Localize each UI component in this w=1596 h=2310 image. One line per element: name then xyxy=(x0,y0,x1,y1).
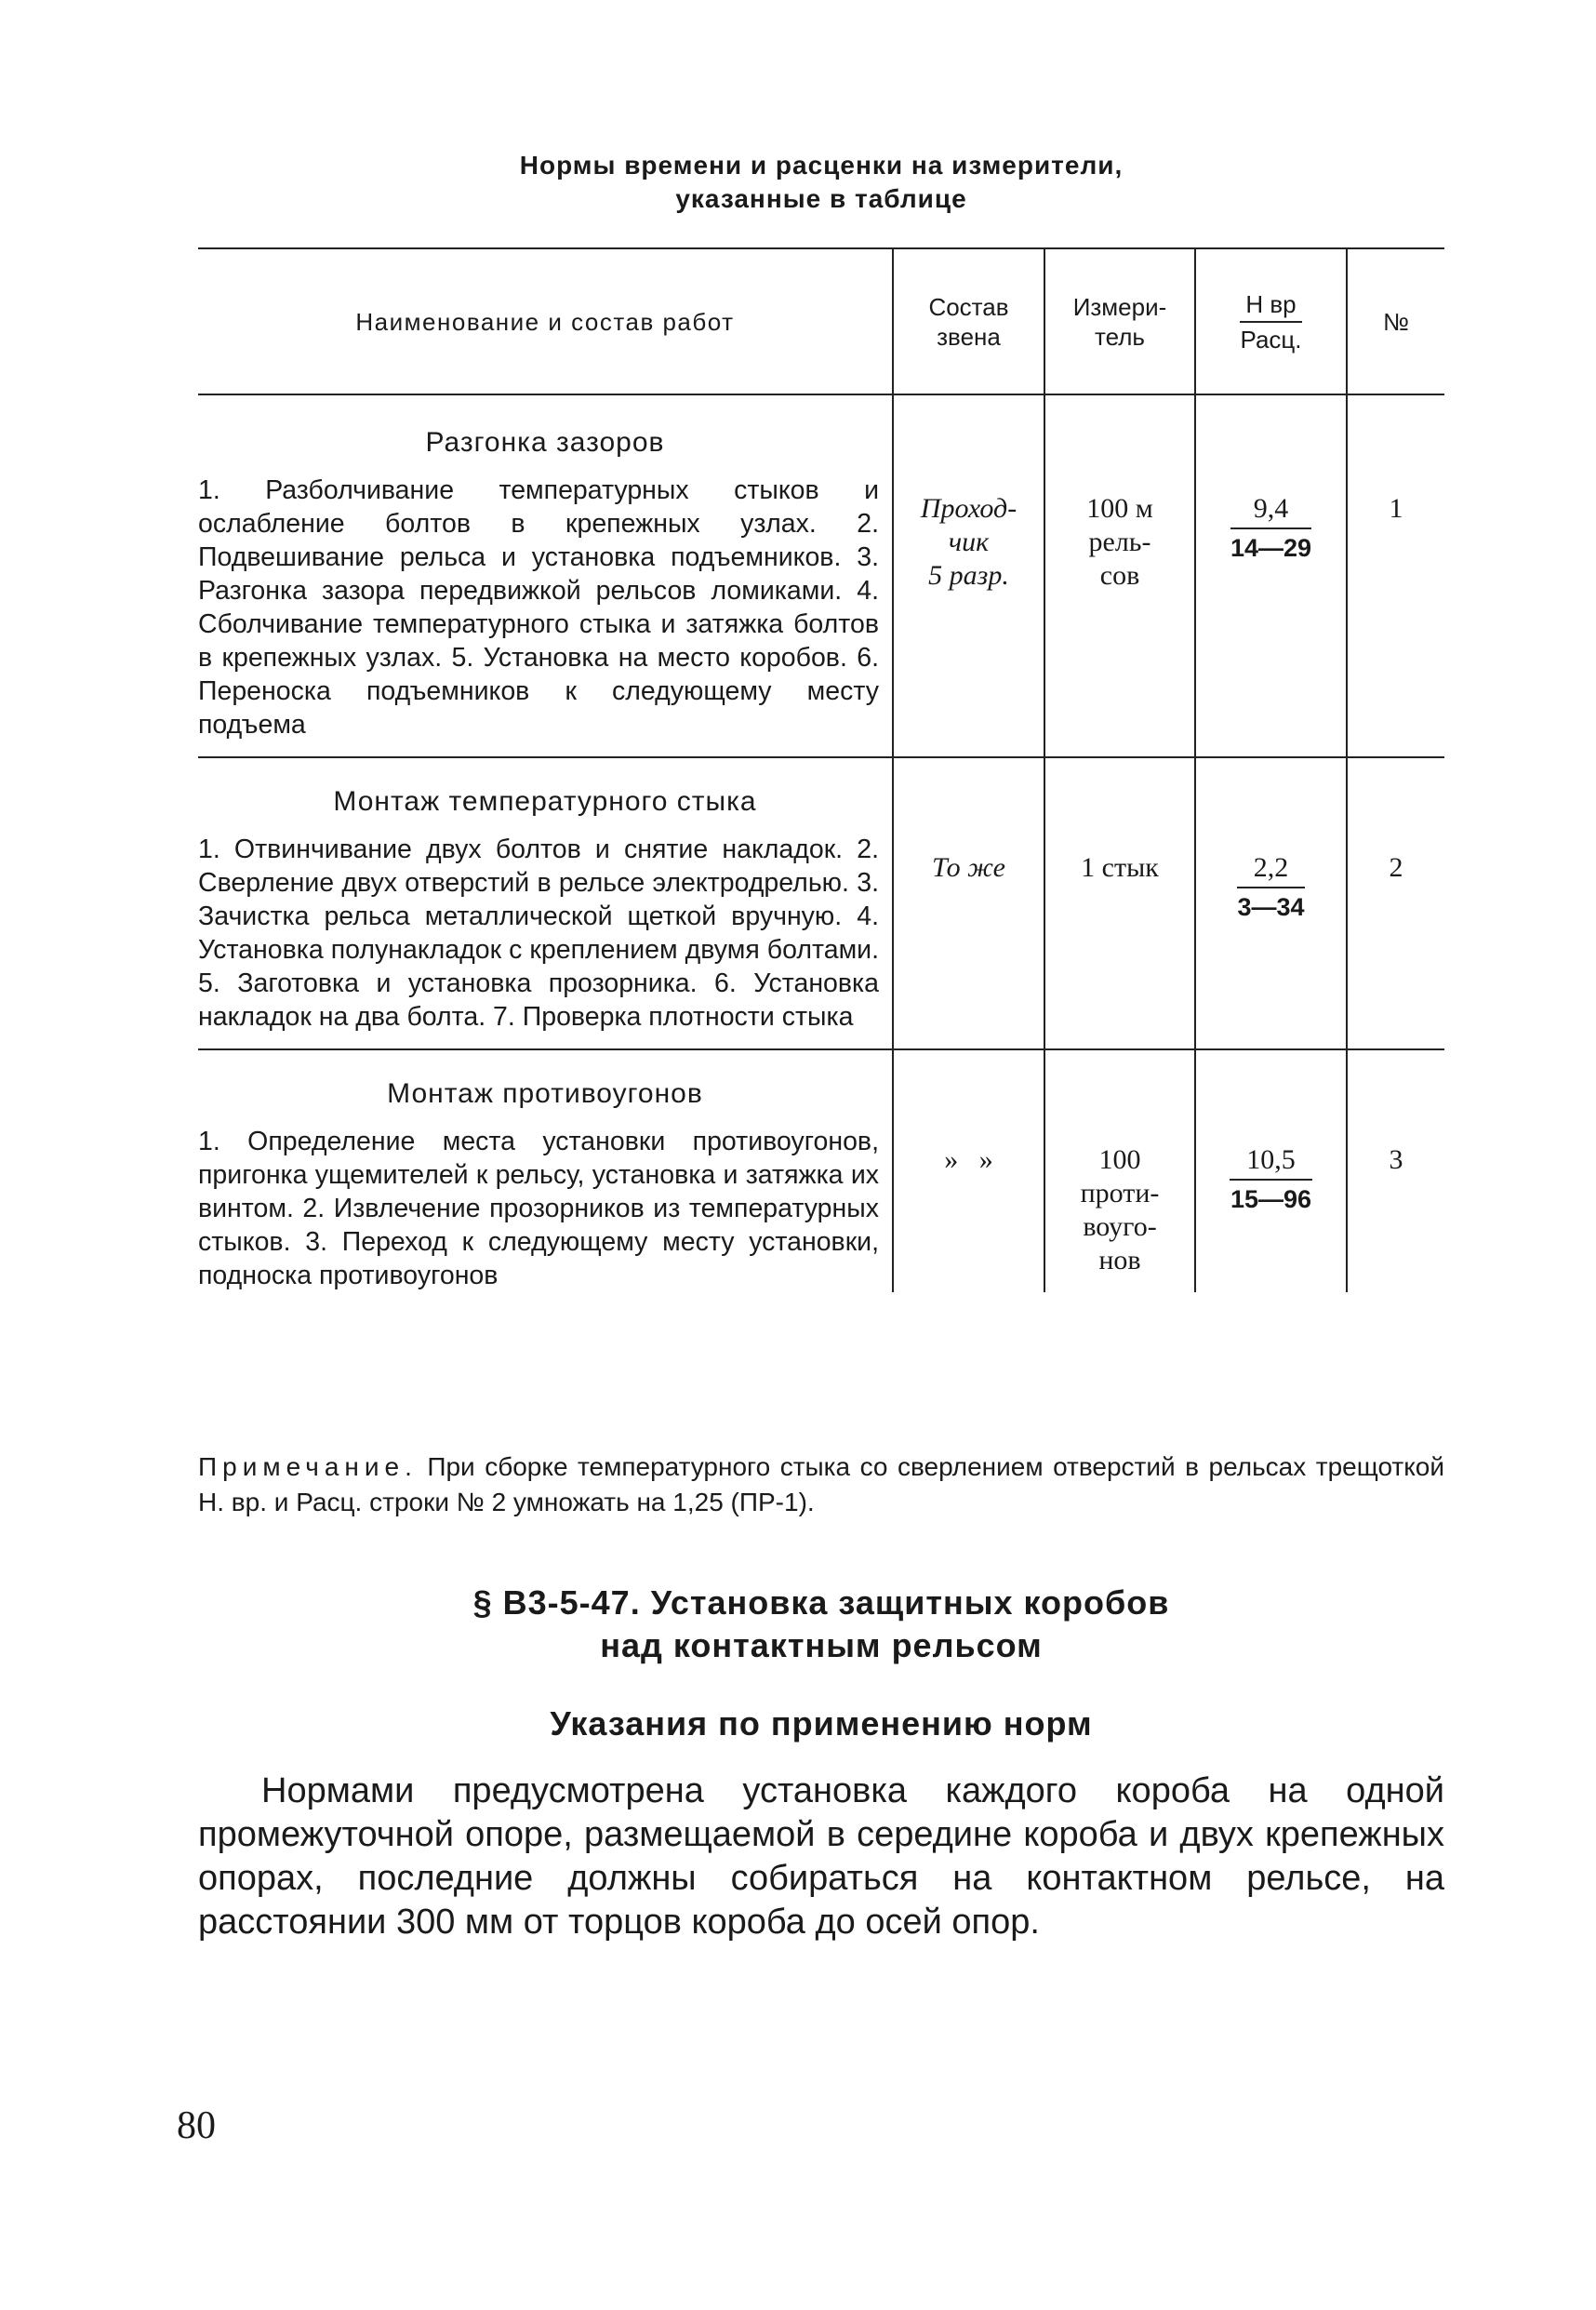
table-note xyxy=(198,1449,1444,1520)
rate-value: 14—29 xyxy=(1230,534,1312,562)
body-paragraph: Нормами предусмотрена установка каждого короба на одной промежуточной опоре, размещаемой в середине короба и двух крепежных опорах, последние должны собираться на контактном рельсе, на расстоянии 300 мм от торцов короба до осей опор. xyxy=(198,1771,1444,1942)
unit-cell xyxy=(1044,1049,1195,1292)
work-description: 1. Разболчивание температурных стыков и ослабление болтов в крепежных узлах. 2. Подвешивание рельса и установка подъемников. 3. Разгонка зазора передвижкой рельсов ломиками. 4. Сболчивание температурного стыка и затяжка болтов в крепежных узлах. 5. Установка на место коробов. 6. Переноска подъемников к следующему месту подъема xyxy=(198,475,879,740)
work-name-cell xyxy=(198,394,893,757)
work-description: 1. Определение места установки противоугонов, пригонка ущемителей к рельсу, установка и затяжка их винтом. 2. Извлечение прозорников из температурных стыков. 3. Переход к следующему месту установки, подноска противоугонов xyxy=(198,1127,879,1290)
work-section-heading: Разгонка зазоров xyxy=(425,427,665,458)
time-norm-value: 2,2 xyxy=(1237,851,1306,888)
crew-line-1: Проход- xyxy=(920,493,1017,524)
unit-line-2: проти- xyxy=(1080,1178,1160,1208)
unit-line-1: 100 м xyxy=(1086,493,1153,524)
unit-cell xyxy=(1044,394,1195,757)
unit-line-3: сов xyxy=(1099,560,1140,591)
crew-line-3: 5 разр. xyxy=(928,560,1009,591)
header-number: № xyxy=(1347,248,1444,394)
crew-cell: То же xyxy=(893,757,1044,1049)
norm-cell xyxy=(1195,757,1347,1049)
work-description: 1. Отвинчивание двух болтов и снятие накладок. 2. Сверление двух отверстий в рельсе электродрелью. 3. Зачистка рельса металлической щеткой вручную. 4. Установка полунакладок с креплением двумя болтами. 5. Заготовка и установка прозорника. 6. Установка накладок на два болта. 7. Проверка плотности стыка xyxy=(198,835,879,1032)
row-number: 2 xyxy=(1347,757,1444,1049)
unit-line-4: нов xyxy=(1098,1245,1141,1275)
crew-cell xyxy=(893,394,1044,757)
work-name-cell xyxy=(198,1049,893,1292)
page-number: 80 xyxy=(177,2104,216,2147)
header-rate: Расц. xyxy=(1240,325,1302,354)
section-title-line-2: над контактным рельсом xyxy=(600,1626,1043,1664)
table-title-line-1: Нормы времени и расценки на измерители, xyxy=(519,151,1124,180)
crew-line-2: чик xyxy=(948,527,990,557)
note-label: Примечание. xyxy=(198,1452,418,1481)
norm-fraction xyxy=(1237,851,1306,924)
header-norm-fraction xyxy=(1240,289,1301,354)
subsection-title: Указания по применению норм xyxy=(550,1704,1093,1743)
header-unit-line-2: тель xyxy=(1095,322,1145,351)
rate-value: 3—34 xyxy=(1237,893,1305,921)
table-header-row xyxy=(198,248,1444,394)
row-number: 3 xyxy=(1347,1049,1444,1292)
work-name-cell xyxy=(198,757,893,1049)
unit-line-1: 100 xyxy=(1098,1144,1141,1175)
norm-fraction xyxy=(1230,492,1311,565)
norm-cell xyxy=(1195,394,1347,757)
norm-fraction xyxy=(1230,1143,1312,1216)
unit-cell: 1 стык xyxy=(1044,757,1195,1049)
note-text: При сборке температурного стыка со сверлением отверстий в рельсах трещоткой Н. вр. и Расц. строки № 2 умножать на 1,25 (ПР-1). xyxy=(198,1452,1444,1516)
table-row xyxy=(198,394,1444,757)
table-row xyxy=(198,757,1444,1049)
table-title-line-2: указанные в таблице xyxy=(675,184,967,213)
header-unit xyxy=(1044,248,1195,394)
table-title xyxy=(198,149,1444,216)
norms-table xyxy=(198,247,1444,1292)
time-norm-value: 10,5 xyxy=(1230,1143,1312,1181)
section-title-line-1: § В3-5-47. Установка защитных коробов xyxy=(472,1583,1170,1622)
crew-cell: » » xyxy=(893,1049,1044,1292)
unit-line-2: рель- xyxy=(1088,527,1151,557)
work-section-heading: Монтаж температурного стыка xyxy=(333,786,757,817)
work-section-heading: Монтаж противоугонов xyxy=(387,1078,703,1109)
time-norm-value: 9,4 xyxy=(1230,492,1311,529)
row-number: 1 xyxy=(1347,394,1444,757)
header-unit-line-1: Измери- xyxy=(1072,292,1167,321)
norm-cell xyxy=(1195,1049,1347,1292)
table-row xyxy=(198,1049,1444,1292)
header-crew-line-1: Состав xyxy=(928,292,1009,321)
header-norm xyxy=(1195,248,1347,394)
header-crew-line-2: звена xyxy=(937,322,1001,351)
header-crew xyxy=(893,248,1044,394)
rate-value: 15—96 xyxy=(1230,1185,1312,1213)
section-title xyxy=(198,1582,1444,1667)
header-time-norm: Н вр xyxy=(1240,289,1301,323)
header-work-name: Наименование и состав работ xyxy=(198,248,893,394)
unit-line-3: воуго- xyxy=(1083,1211,1157,1242)
